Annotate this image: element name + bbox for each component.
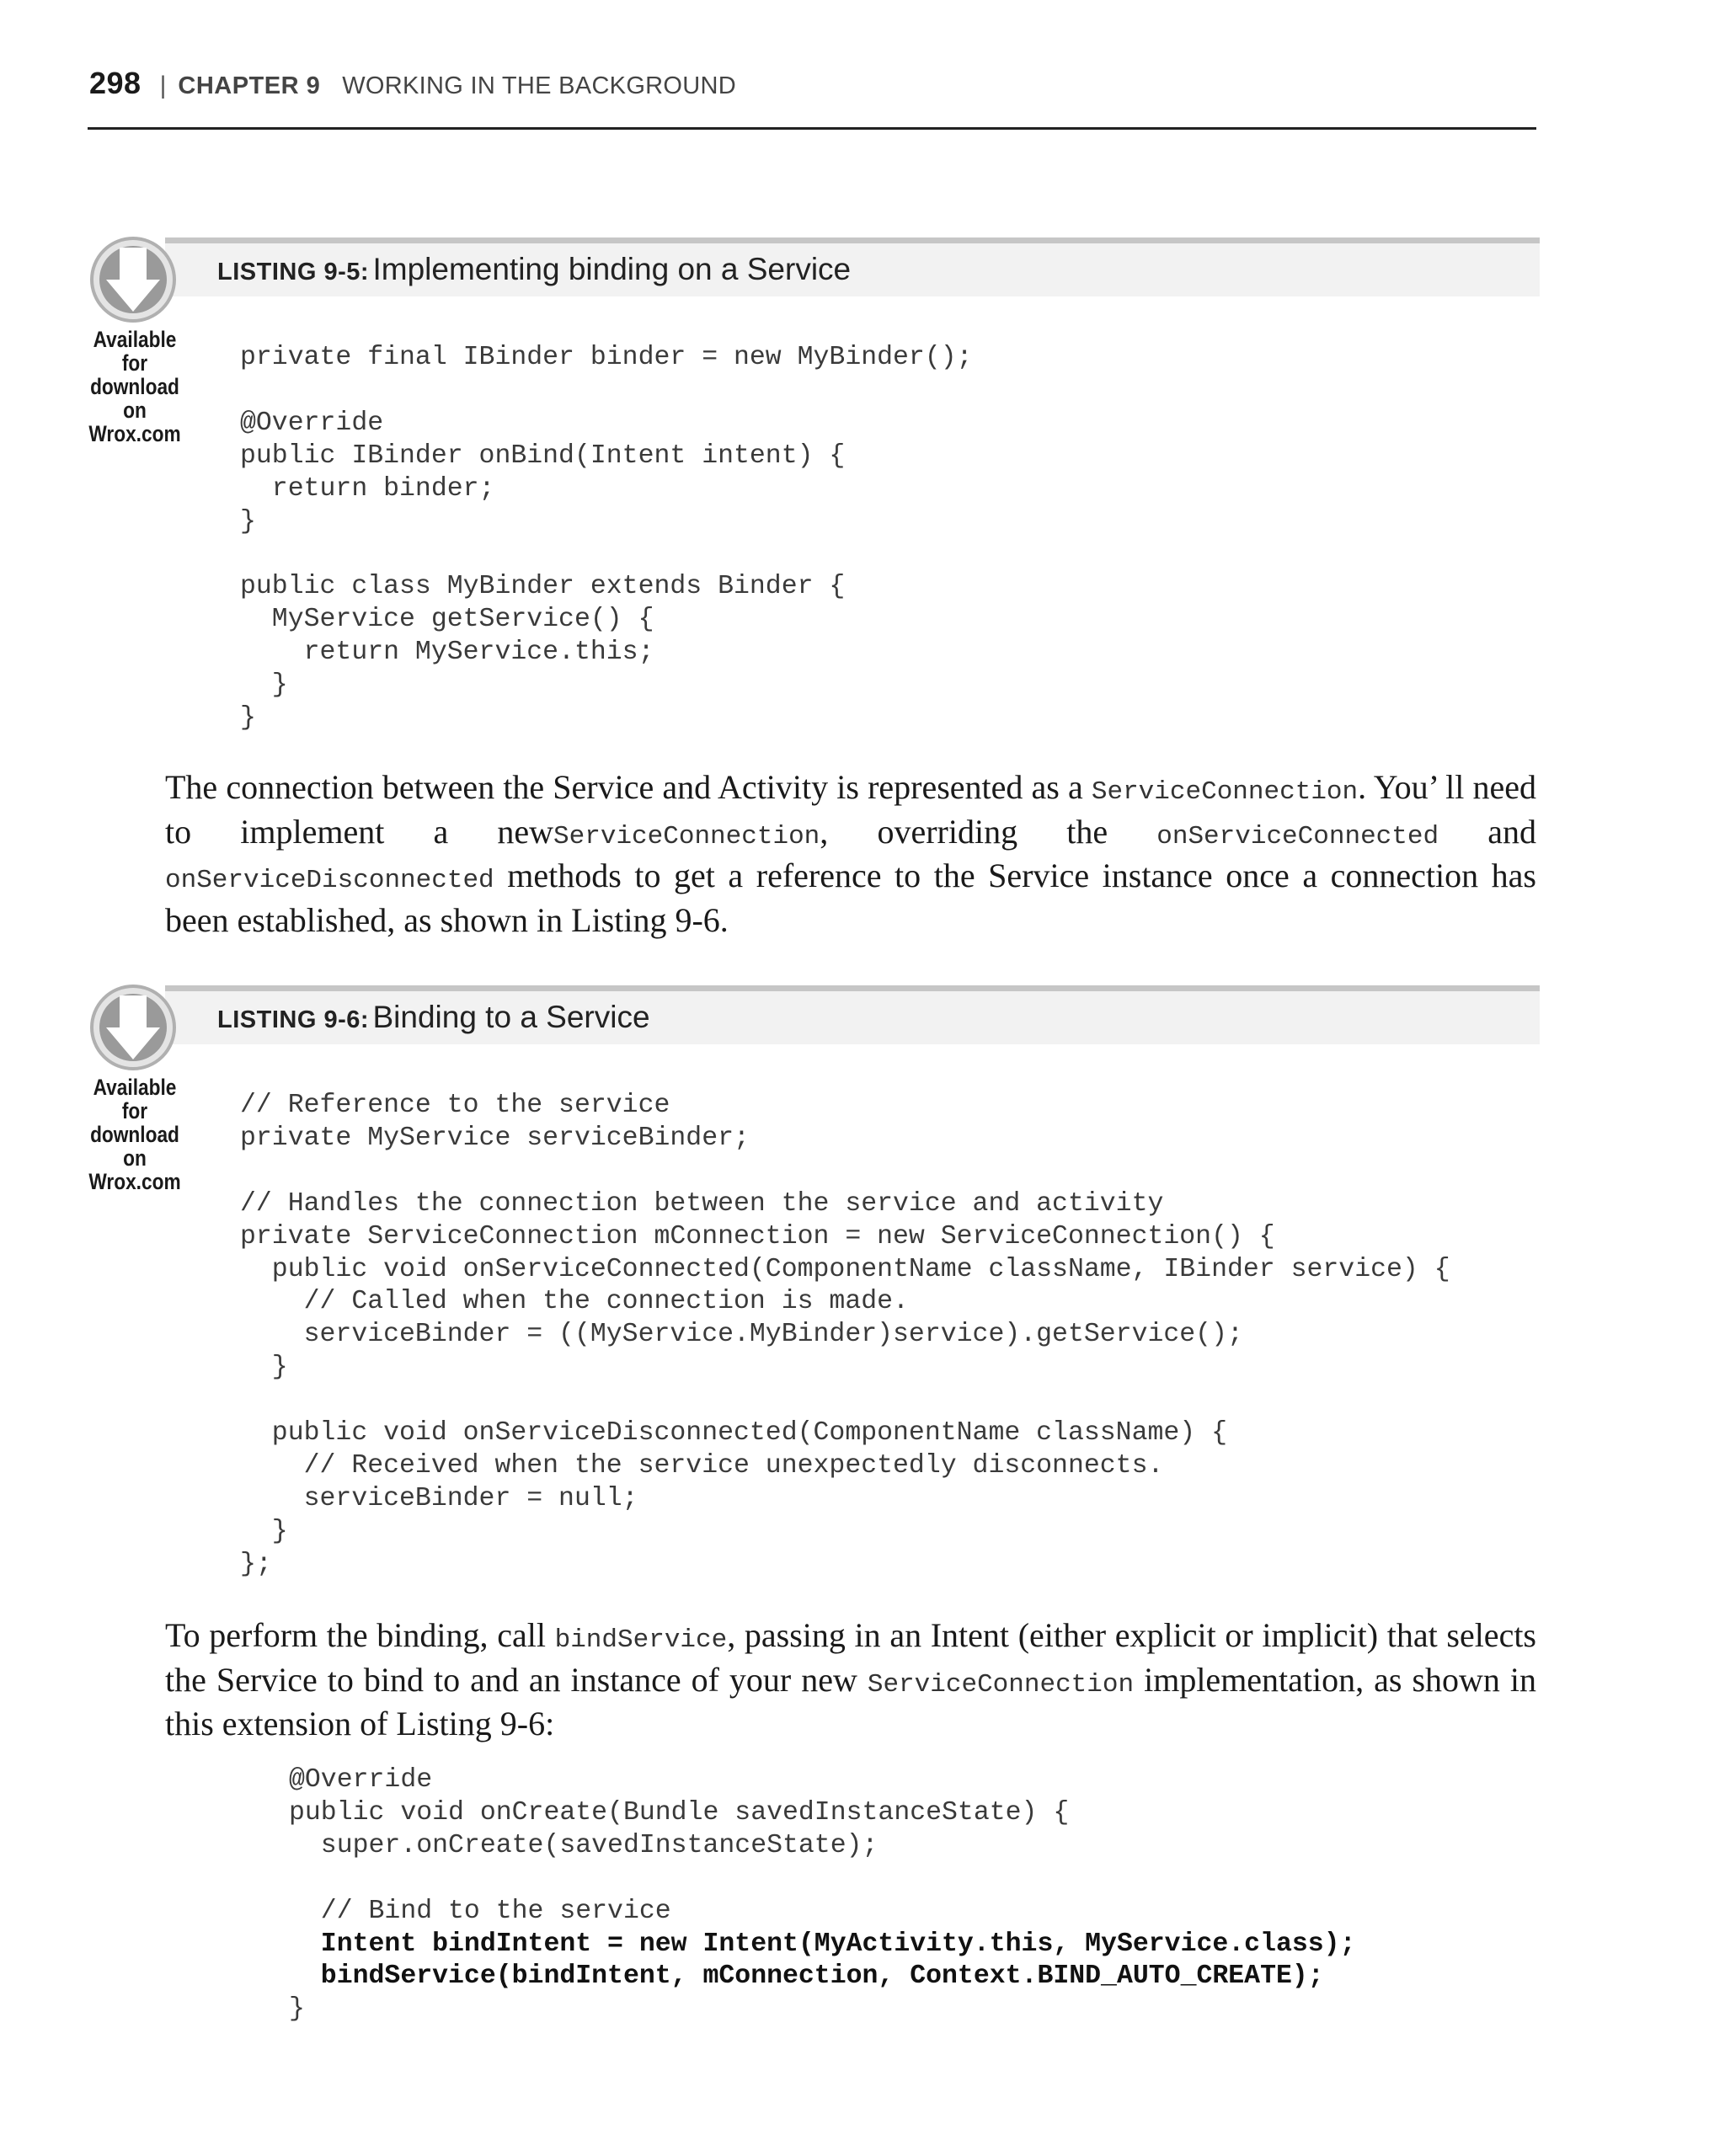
listing-9-5-heading xyxy=(217,252,851,287)
body-paragraph xyxy=(165,768,1536,940)
chapter-title: WORKING IN THE BACKGROUND xyxy=(342,72,737,99)
download-caption-line: download on xyxy=(90,1122,179,1171)
download-caption xyxy=(78,1075,191,1193)
download-caption-line: Available for xyxy=(93,327,177,376)
listing-title: Implementing binding on a Service xyxy=(372,252,852,286)
header-separator: | xyxy=(159,72,167,99)
listing-label: LISTING 9-6: xyxy=(217,1006,370,1033)
listing-title: Binding to a Service xyxy=(372,1000,650,1034)
code-lines: @Override public void onCreate(Bundle savedInstanceState) { super.onCreate(savedInstanceState); // Bind to the service xyxy=(289,1765,1070,1926)
download-caption-line: Available for xyxy=(93,1075,177,1123)
paragraph-text: methods to get a reference to the Service instance once a connection has been established, as shown in Listing 9-6. xyxy=(165,857,1536,939)
paragraph-text: The connection between the Service and Activity is represented as a xyxy=(165,768,1092,806)
inline-code: onServiceDisconnected xyxy=(165,866,494,895)
inline-code: ServiceConnection xyxy=(867,1669,1135,1700)
page-number: 298 xyxy=(89,66,142,100)
download-caption xyxy=(78,328,191,446)
paragraph-text: . You’ ll need to implement a new xyxy=(165,768,1537,851)
chapter-label: CHAPTER 9 xyxy=(178,72,321,99)
paragraph-text: , overriding the xyxy=(820,812,1157,851)
inline-code: ServiceConnection xyxy=(553,821,820,851)
inline-code: bindService xyxy=(554,1625,728,1655)
listing-9-6-code: // Reference to the service private MyService serviceBinder; // Handles the connection between the service and activity private ServiceConnection mConnection = new ServiceConnection() { public void onServiceConnected(ComponentName className, IBinder service) { // Called when the connection is made. serviceBinder = ((MyService.MyBinder)service).getService(); } public void onServiceDisconnected(ComponentName className) { // Received when the service unexpectedly disconnects. serviceBinder = null; } }; xyxy=(240,1091,1450,1579)
listing-9-6-banner xyxy=(165,985,1540,1044)
code-lines: } xyxy=(289,1994,305,2025)
paragraph-text: and xyxy=(1439,812,1536,851)
listing-9-5-code: private final IBinder binder = new MyBinder(); @Override public IBinder onBind(Intent intent) { return binder; } public class MyBinder extends Binder { MyService getService() { return MyService.this; } } xyxy=(240,343,973,733)
paragraph-text: implementation, as shown in this extension of Listing 9-6: xyxy=(165,1660,1536,1742)
code-lines-bold: Intent bindIntent = new Intent(MyActivity.this, MyService.class); bindService(bindIntent, mConnection, Context.BIND_AUTO_CREATE); xyxy=(320,1929,1356,1992)
listing-9-5-banner xyxy=(165,237,1540,296)
paragraph-text: , passing in an Intent (either explicit or implicit) that selects the Service to bind to and an instance of your new xyxy=(165,1616,1536,1699)
download-arrow-icon xyxy=(89,236,177,323)
body-paragraph xyxy=(165,1616,1536,1744)
listing-9-6-heading xyxy=(217,1000,650,1035)
inline-code: ServiceConnection xyxy=(1091,777,1359,807)
paragraph-text: To perform the binding, call xyxy=(165,1616,555,1654)
header-rule xyxy=(88,127,1536,130)
listing-label: LISTING 9-5: xyxy=(217,259,370,286)
download-caption-line: download on xyxy=(90,374,179,423)
running-header xyxy=(89,66,736,104)
download-arrow-icon xyxy=(89,984,177,1071)
download-caption-line: Wrox.com xyxy=(88,1169,181,1194)
inline-code: onServiceConnected xyxy=(1156,821,1439,851)
download-caption-line: Wrox.com xyxy=(88,421,181,446)
oncreate-code-snippet xyxy=(289,1764,1356,2026)
